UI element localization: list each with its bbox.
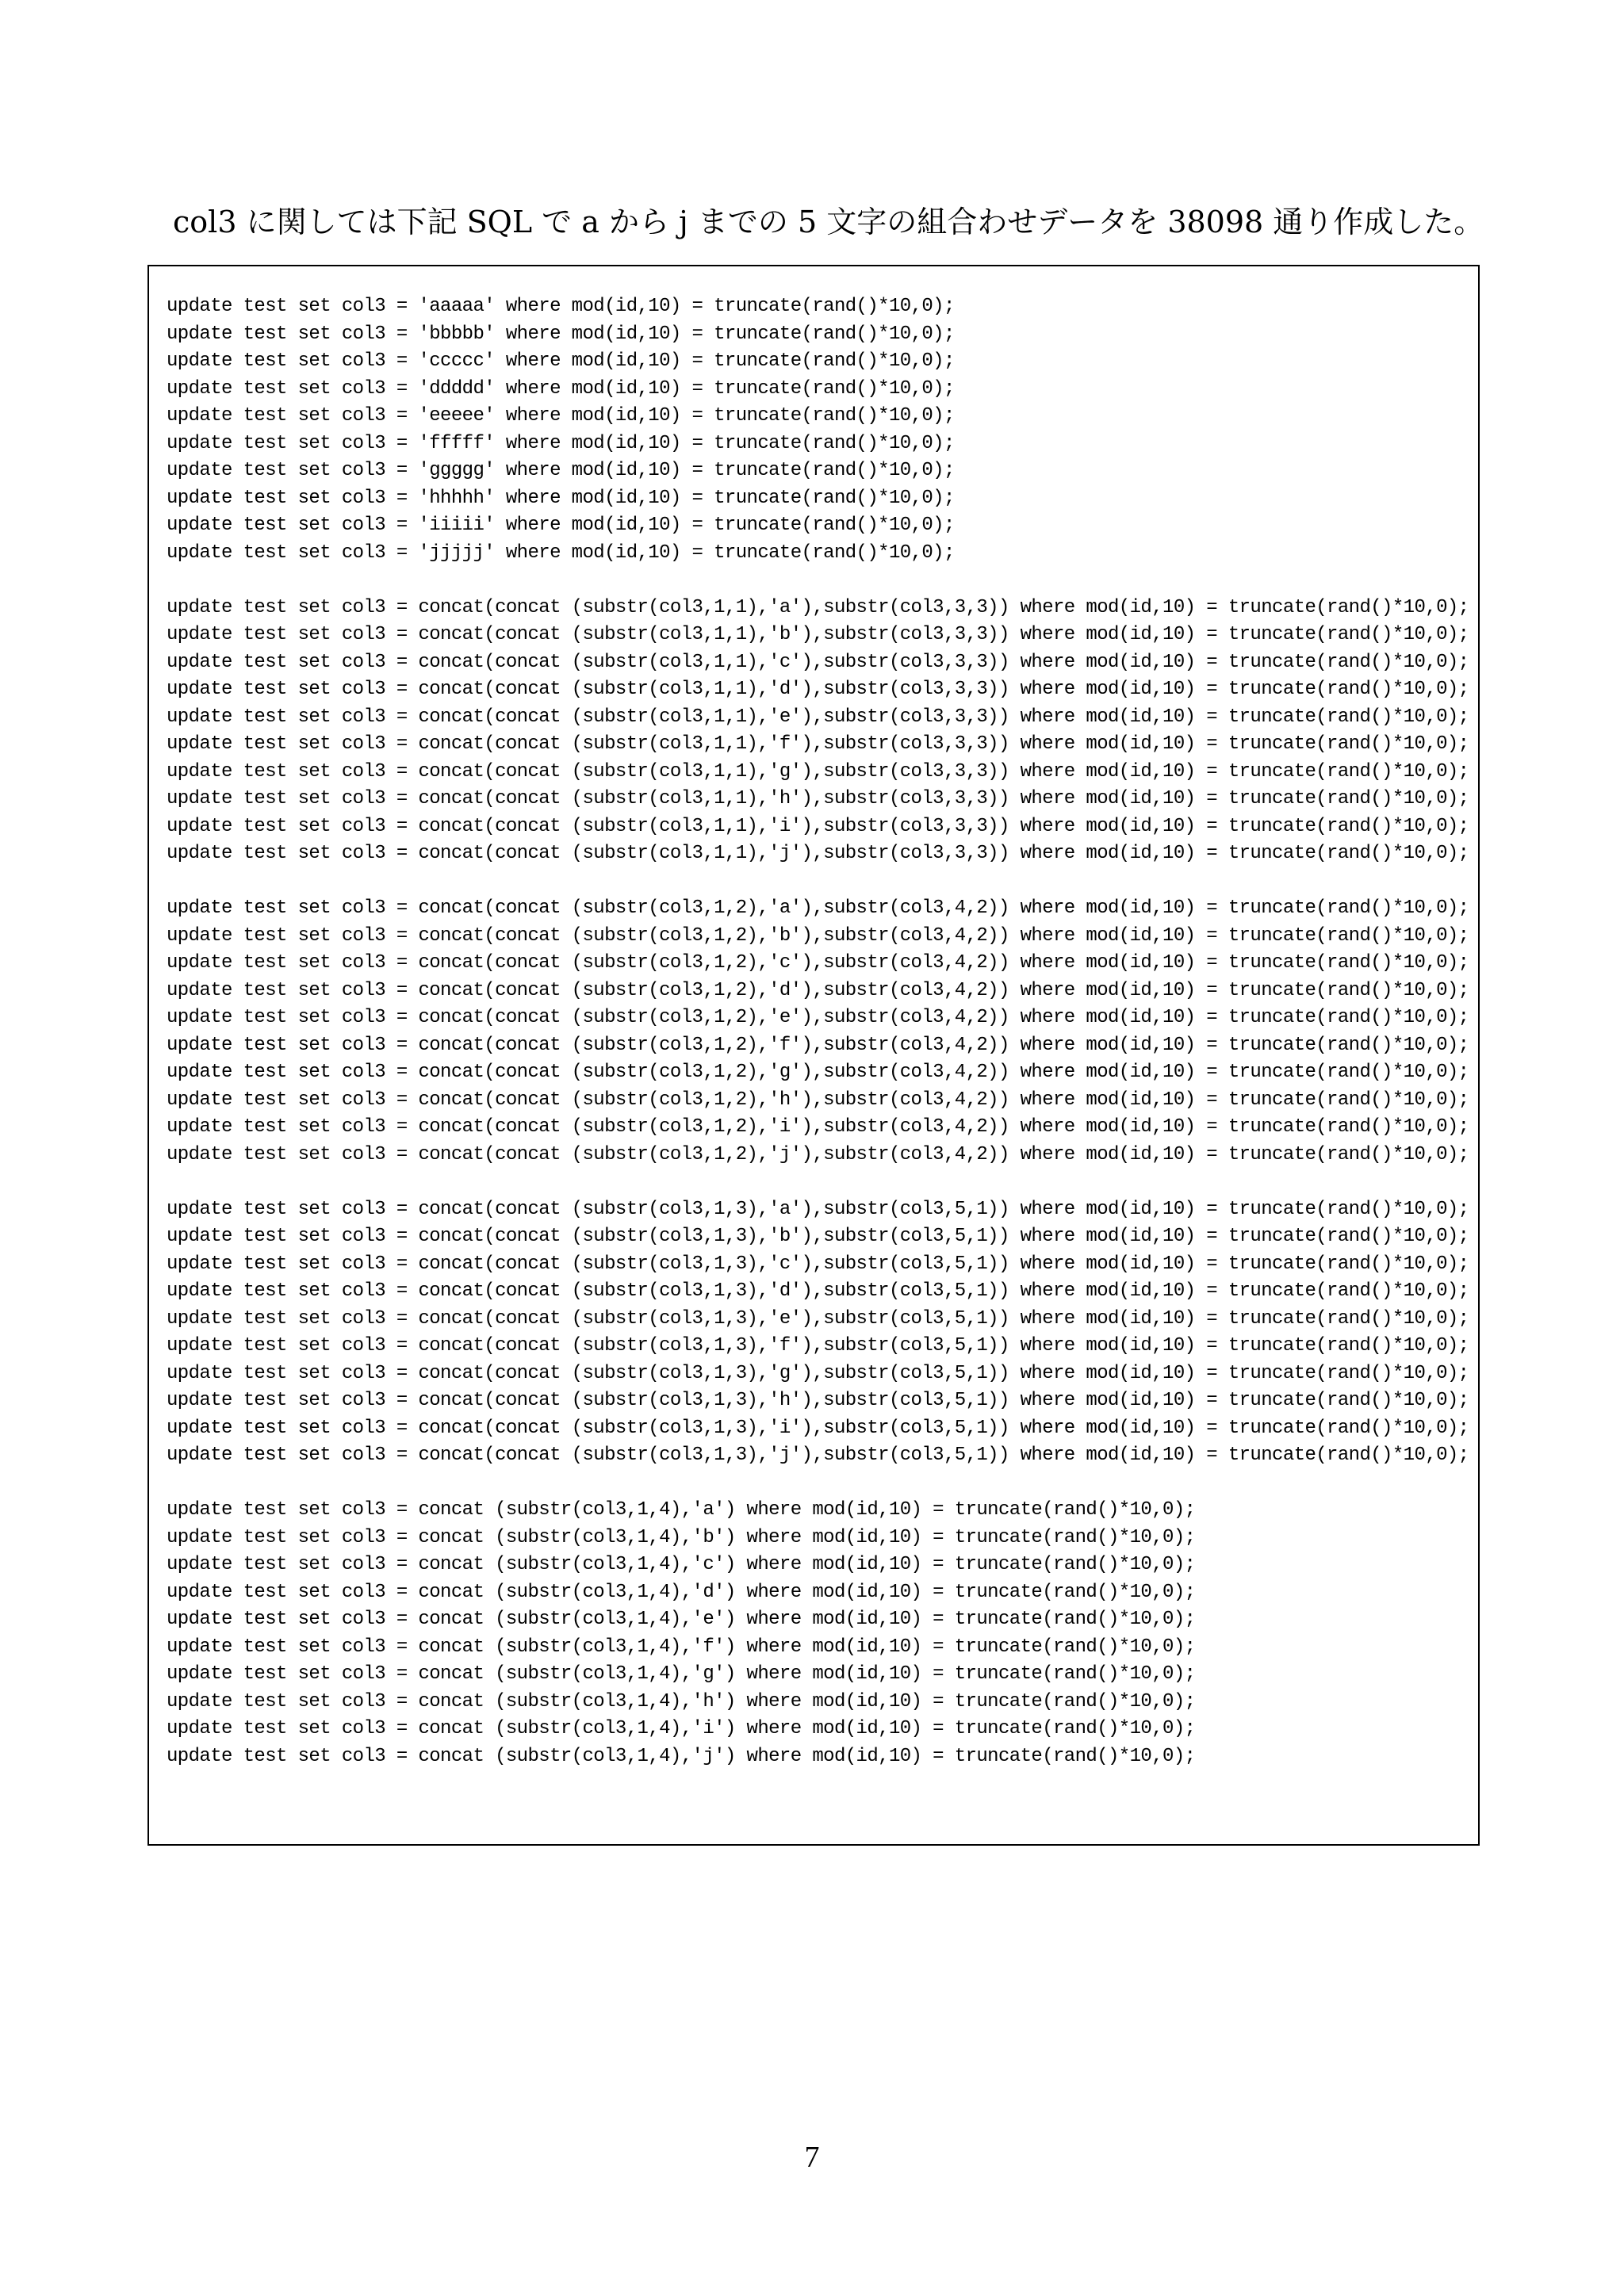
code-line: update test set col3 = concat (substr(col3,1,4),'j') where mod(id,10) = truncate(rand()*10,0); [167, 1745, 1196, 1767]
code-line: update test set col3 = concat(concat (substr(col3,1,1),'b'),substr(col3,3,3)) where mod(id,10) = truncate(rand()*10,0); [167, 624, 1469, 645]
code-line: update test set col3 = concat(concat (substr(col3,1,3),'j'),substr(col3,5,1)) where mod(id,10) = truncate(rand()*10,0); [167, 1445, 1469, 1466]
code-line: update test set col3 = concat(concat (substr(col3,1,1),'e'),substr(col3,3,3)) where mod(id,10) = truncate(rand()*10,0); [167, 706, 1469, 728]
code-line: update test set col3 = concat(concat (substr(col3,1,1),'d'),substr(col3,3,3)) where mod(id,10) = truncate(rand()*10,0); [167, 679, 1469, 700]
code-line: update test set col3 = concat (substr(col3,1,4),'c') where mod(id,10) = truncate(rand()*10,0); [167, 1554, 1196, 1575]
code-line: update test set col3 = 'fffff' where mod(id,10) = truncate(rand()*10,0); [167, 432, 955, 454]
code-line: update test set col3 = concat(concat (substr(col3,1,2),'f'),substr(col3,4,2)) where mod(id,10) = truncate(rand()*10,0); [167, 1034, 1469, 1056]
code-block-gap [167, 868, 1469, 896]
code-line: update test set col3 = concat(concat (substr(col3,1,3),'g'),substr(col3,5,1)) where mod(id,10) = truncate(rand()*10,0); [167, 1362, 1469, 1384]
sql-code-box [147, 265, 1480, 1846]
code-line: update test set col3 = concat(concat (substr(col3,1,3),'i'),substr(col3,5,1)) where mod(id,10) = truncate(rand()*10,0); [167, 1417, 1469, 1439]
code-line: update test set col3 = 'iiiii' where mod(id,10) = truncate(rand()*10,0); [167, 515, 955, 536]
code-line: update test set col3 = concat (substr(col3,1,4),'a') where mod(id,10) = truncate(rand()*10,0); [167, 1499, 1196, 1521]
code-block-gap [167, 567, 1469, 595]
code-line: update test set col3 = concat(concat (substr(col3,1,3),'d'),substr(col3,5,1)) where mod(id,10) = truncate(rand()*10,0); [167, 1280, 1469, 1302]
code-line: update test set col3 = concat(concat (substr(col3,1,2),'g'),substr(col3,4,2)) where mod(id,10) = truncate(rand()*10,0); [167, 1062, 1469, 1083]
code-line: update test set col3 = concat(concat (substr(col3,1,1),'f'),substr(col3,3,3)) where mod(id,10) = truncate(rand()*10,0); [167, 733, 1469, 755]
code-line: update test set col3 = concat(concat (substr(col3,1,1),'g'),substr(col3,3,3)) where mod(id,10) = truncate(rand()*10,0); [167, 760, 1469, 783]
code-line: update test set col3 = concat (substr(col3,1,4),'i') where mod(id,10) = truncate(rand()*10,0); [167, 1718, 1196, 1739]
code-line: update test set col3 = concat(concat (substr(col3,1,3),'b'),substr(col3,5,1)) where mod(id,10) = truncate(rand()*10,0); [167, 1226, 1469, 1247]
page-number: 7 [804, 2141, 820, 2174]
code-line: update test set col3 = concat(concat (substr(col3,1,2),'e'),substr(col3,4,2)) where mod(id,10) = truncate(rand()*10,0); [167, 1007, 1469, 1028]
code-line: update test set col3 = concat(concat (substr(col3,1,3),'h'),substr(col3,5,1)) where mod(id,10) = truncate(rand()*10,0); [167, 1390, 1469, 1411]
code-line: update test set col3 = concat (substr(col3,1,4),'h') where mod(id,10) = truncate(rand()*10,0); [167, 1690, 1196, 1712]
code-line: update test set col3 = concat(concat (substr(col3,1,3),'a'),substr(col3,5,1)) where mod(id,10) = truncate(rand()*10,0); [167, 1198, 1469, 1220]
code-line: update test set col3 = concat (substr(col3,1,4),'d') where mod(id,10) = truncate(rand()*10,0); [167, 1581, 1196, 1603]
code-line: update test set col3 = concat (substr(col3,1,4),'b') where mod(id,10) = truncate(rand()*10,0); [167, 1526, 1196, 1548]
code-line: update test set col3 = 'ddddd' where mod(id,10) = truncate(rand()*10,0); [167, 377, 955, 400]
code-line: update test set col3 = 'bbbbb' where mod(id,10) = truncate(rand()*10,0); [167, 323, 955, 345]
code-line: update test set col3 = concat(concat (substr(col3,1,1),'i'),substr(col3,3,3)) where mod(id,10) = truncate(rand()*10,0); [167, 815, 1469, 837]
code-line: update test set col3 = 'ccccc' where mod(id,10) = truncate(rand()*10,0); [167, 350, 955, 372]
code-line: update test set col3 = concat(concat (substr(col3,1,2),'a'),substr(col3,4,2)) where mod(id,10) = truncate(rand()*10,0); [167, 897, 1469, 919]
code-line: update test set col3 = concat(concat (substr(col3,1,1),'a'),substr(col3,3,3)) where mod(id,10) = truncate(rand()*10,0); [167, 596, 1469, 618]
code-line: update test set col3 = 'jjjjj' where mod(id,10) = truncate(rand()*10,0); [167, 541, 955, 564]
code-line: update test set col3 = concat(concat (substr(col3,1,3),'e'),substr(col3,5,1)) where mod(id,10) = truncate(rand()*10,0); [167, 1307, 1469, 1330]
code-line: update test set col3 = concat(concat (substr(col3,1,2),'j'),substr(col3,4,2)) where mod(id,10) = truncate(rand()*10,0); [167, 1143, 1469, 1165]
code-line: update test set col3 = concat (substr(col3,1,4),'g') where mod(id,10) = truncate(rand()*10,0); [167, 1663, 1196, 1685]
code-line: update test set col3 = concat(concat (substr(col3,1,2),'b'),substr(col3,4,2)) where mod(id,10) = truncate(rand()*10,0); [167, 924, 1469, 947]
code-line: update test set col3 = concat(concat (substr(col3,1,2),'c'),substr(col3,4,2)) where mod(id,10) = truncate(rand()*10,0); [167, 952, 1469, 974]
code-line: update test set col3 = concat (substr(col3,1,4),'f') where mod(id,10) = truncate(rand()*10,0); [167, 1636, 1196, 1658]
code-block-gap [167, 1169, 1469, 1196]
code-line: update test set col3 = concat(concat (substr(col3,1,2),'h'),substr(col3,4,2)) where mod(id,10) = truncate(rand()*10,0); [167, 1089, 1469, 1111]
code-line: update test set col3 = 'eeeee' where mod(id,10) = truncate(rand()*10,0); [167, 405, 955, 427]
code-line: update test set col3 = concat(concat (substr(col3,1,2),'d'),substr(col3,4,2)) where mod(id,10) = truncate(rand()*10,0); [167, 979, 1469, 1001]
code-line: update test set col3 = concat(concat (substr(col3,1,1),'c'),substr(col3,3,3)) where mod(id,10) = truncate(rand()*10,0); [167, 651, 1469, 673]
code-line: update test set col3 = concat (substr(col3,1,4),'e') where mod(id,10) = truncate(rand()*10,0); [167, 1609, 1196, 1630]
code-line: update test set col3 = 'aaaaa' where mod(id,10) = truncate(rand()*10,0); [167, 296, 955, 317]
code-line: update test set col3 = 'hhhhh' where mod(id,10) = truncate(rand()*10,0); [167, 487, 955, 509]
code-block-gap [167, 1470, 1469, 1498]
code-line: update test set col3 = concat(concat (substr(col3,1,2),'i'),substr(col3,4,2)) where mod(id,10) = truncate(rand()*10,0); [167, 1116, 1469, 1138]
intro-paragraph: col3 に関しては下記 SQL で a から j までの 5 文字の組合わせデータを 38098 通り作成した。 [173, 205, 1484, 239]
code-line: update test set col3 = concat(concat (substr(col3,1,1),'j'),substr(col3,3,3)) where mod(id,10) = truncate(rand()*10,0); [167, 843, 1469, 864]
sql-code-listing [167, 293, 1469, 1770]
code-line: update test set col3 = concat(concat (substr(col3,1,1),'h'),substr(col3,3,3)) where mod(id,10) = truncate(rand()*10,0); [167, 788, 1469, 809]
code-line: update test set col3 = concat(concat (substr(col3,1,3),'f'),substr(col3,5,1)) where mod(id,10) = truncate(rand()*10,0); [167, 1335, 1469, 1357]
code-line: update test set col3 = 'ggggg' where mod(id,10) = truncate(rand()*10,0); [167, 460, 955, 481]
code-line: update test set col3 = concat(concat (substr(col3,1,3),'c'),substr(col3,5,1)) where mod(id,10) = truncate(rand()*10,0); [167, 1253, 1469, 1275]
